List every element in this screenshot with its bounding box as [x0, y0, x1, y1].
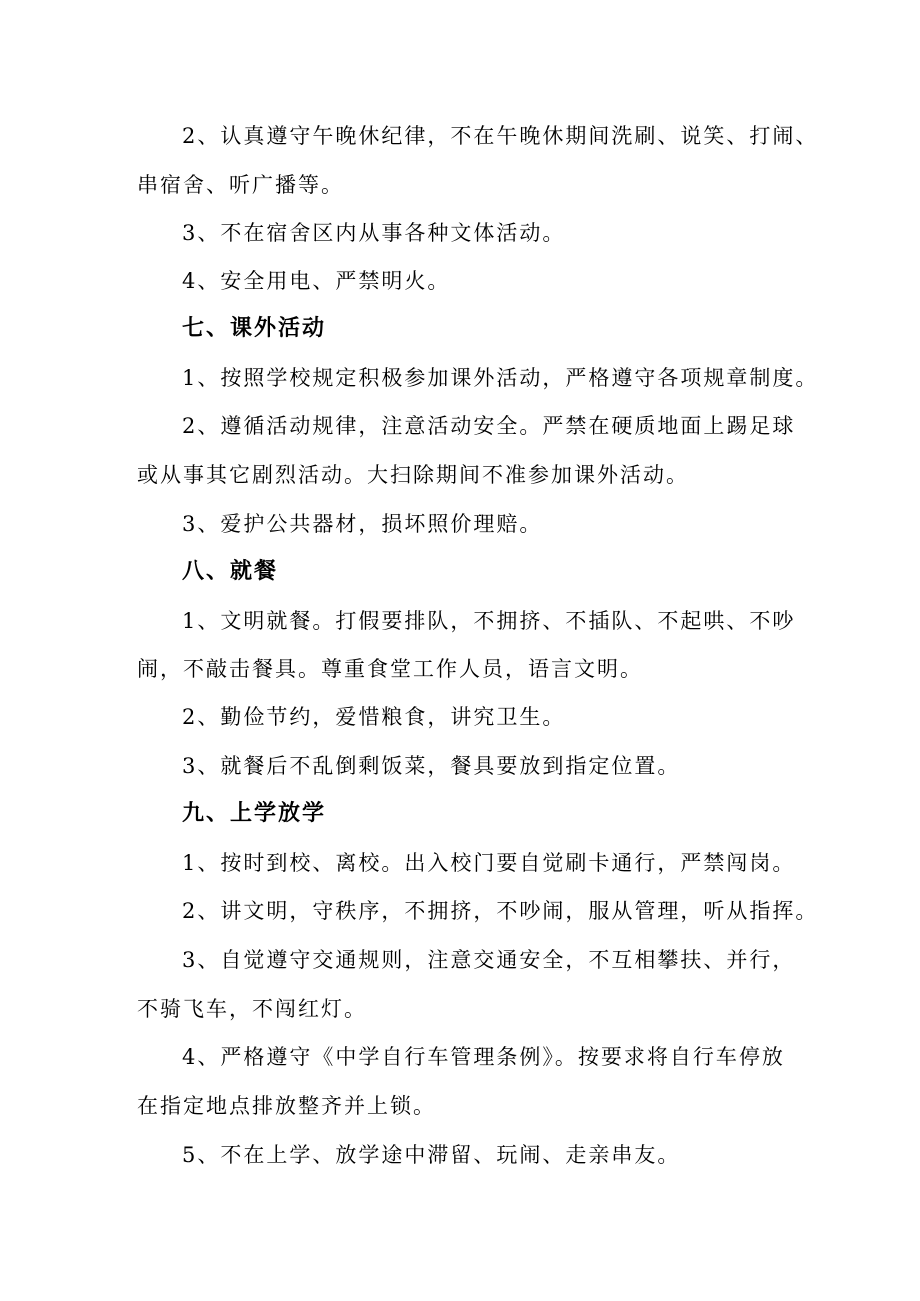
- paragraph-line: 2、遵循活动规律，注意活动安全。严禁在硬质地面上踢足球: [182, 414, 796, 438]
- paragraph-line: 4、严格遵守《中学自行车管理条例》。按要求将自行车停放: [182, 1045, 785, 1069]
- paragraph-line: 不骑飞车，不闯红灯。: [137, 997, 367, 1021]
- paragraph-line: 3、爱护公共器材，损坏照价理赔。: [182, 512, 543, 536]
- paragraph-line: 1、按时到校、离校。出入校门要自觉刷卡通行，严禁闯岗。: [182, 851, 796, 875]
- paragraph-line: 3、就餐后不乱倒剩饭菜，餐具要放到指定位置。: [182, 754, 681, 778]
- section-heading-school-commute: 九、上学放学: [182, 801, 327, 826]
- paragraph-line: 2、认真遵守午晚休纪律，不在午晚休期间洗刷、说笑、打闹、: [182, 124, 819, 148]
- paragraph-line: 闹，不敲击餐具。尊重食堂工作人员，语言文明。: [137, 657, 643, 681]
- paragraph-line: 5、不在上学、放学途中滞留、玩闹、走亲串友。: [182, 1143, 681, 1167]
- section-heading-extracurricular: 七、课外活动: [182, 316, 327, 341]
- section-heading-dining: 八、就餐: [182, 559, 279, 584]
- paragraph-line: 2、讲文明，守秩序，不拥挤，不吵闹，服从管理，听从指挥。: [182, 899, 819, 923]
- paragraph-line: 在指定地点排放整齐并上锁。: [137, 1094, 436, 1118]
- paragraph-line: 3、自觉遵守交通规则，注意交通安全，不互相攀扶、并行，: [182, 948, 796, 972]
- paragraph-line: 或从事其它剧烈活动。大扫除期间不准参加课外活动。: [137, 463, 689, 487]
- paragraph-line: 串宿舍、听广播等。: [137, 173, 344, 197]
- paragraph-line: 1、文明就餐。打假要排队，不拥挤、不插队、不起哄、不吵: [182, 609, 796, 633]
- paragraph-line: 3、不在宿舍区内从事各种文体活动。: [182, 221, 566, 245]
- paragraph-line: 2、勤俭节约，爱惜粮食，讲究卫生。: [182, 705, 566, 729]
- paragraph-line: 4、安全用电、严禁明火。: [182, 269, 451, 293]
- paragraph-line: 1、按照学校规定积极参加课外活动，严格遵守各项规章制度。: [182, 366, 819, 390]
